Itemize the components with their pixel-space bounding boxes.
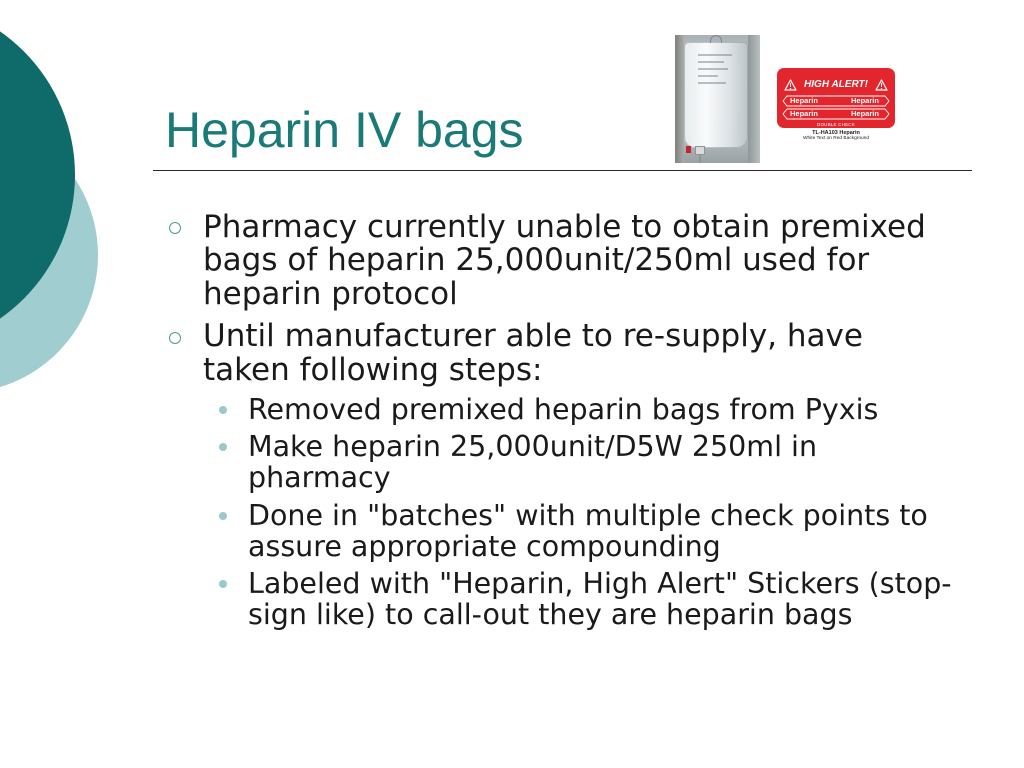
sub-bullet-list [248, 394, 952, 631]
sub-bullet-text-line: Removed premixed heparin bags from Pyxis [248, 392, 879, 426]
filled-dot-bullet-icon [219, 512, 227, 520]
hollow-circle-bullet-icon [169, 332, 181, 344]
photo-label-line [698, 82, 726, 84]
sticker-footer: DOUBLE CHECK [817, 121, 855, 127]
bullet-text-line: Until manufacturer able to re-supply, have [203, 318, 863, 354]
sub-bullet-text-line: Make heparin 25,000unit/D5W 250ml in [248, 430, 818, 463]
slide-title: Heparin IV bags [165, 102, 524, 158]
photo-bag-tube [699, 154, 701, 163]
sub-bullet-text-line: Labeled with "Heparin, High Alert" Stickers (stop- [248, 567, 952, 600]
filled-dot-bullet-icon [219, 443, 227, 451]
photo-iv-bag [684, 42, 748, 148]
sticker-caption [777, 130, 895, 142]
sub-bullet-text-line: Done in "batches" with multiple check points to [248, 498, 928, 532]
sub-bullet-item [248, 394, 952, 425]
bullet-text-line: bags of heparin 25,000unit/250ml used for [203, 242, 870, 278]
bullet-text-line: taken following steps: [203, 351, 543, 388]
photo-label-line [698, 68, 728, 70]
bullet-item [203, 208, 952, 312]
sticker-caption-line: White Text on Red Background [802, 136, 870, 141]
sticker-band-label: Heparin [851, 96, 879, 105]
photo-bag-hanger [710, 35, 722, 43]
sub-bullet-text-line: pharmacy [248, 461, 391, 494]
sub-bullet-item [248, 568, 952, 630]
photo-label-line [698, 54, 732, 56]
filled-dot-bullet-icon [219, 580, 227, 588]
sticker-band-label: Heparin [790, 96, 818, 105]
sticker-band-label: Heparin [851, 109, 879, 118]
bullet-text-line: heparin protocol [203, 275, 458, 312]
sticker-band-label: Heparin [790, 109, 818, 118]
filled-dot-bullet-icon [219, 406, 227, 414]
photo-bag-label [698, 54, 736, 94]
title-divider [153, 170, 972, 171]
bullet-text-line: Pharmacy currently unable to obtain premixed [203, 208, 926, 245]
iv-bag-photo [675, 35, 760, 163]
photo-pole [675, 35, 684, 163]
sub-bullet-text-line: sign like) to call-out they are heparin bags [248, 598, 853, 631]
hollow-circle-bullet-icon [169, 222, 181, 234]
sticker-header: HIGH ALERT! [804, 79, 868, 90]
bullet-list [203, 208, 952, 631]
photo-red-clamp [686, 146, 691, 153]
sub-bullet-text-line: assure appropriate compounding [248, 529, 721, 563]
photo-label-line [698, 75, 718, 77]
bullet-item [203, 320, 952, 630]
photo-label-line [698, 61, 724, 63]
high-alert-sticker [777, 68, 895, 128]
photo-background-shade [748, 35, 760, 163]
sub-bullet-item [248, 431, 952, 493]
sub-bullet-item [248, 500, 952, 562]
sticker-caption-line: TL-HA103 Heparin [812, 130, 860, 136]
